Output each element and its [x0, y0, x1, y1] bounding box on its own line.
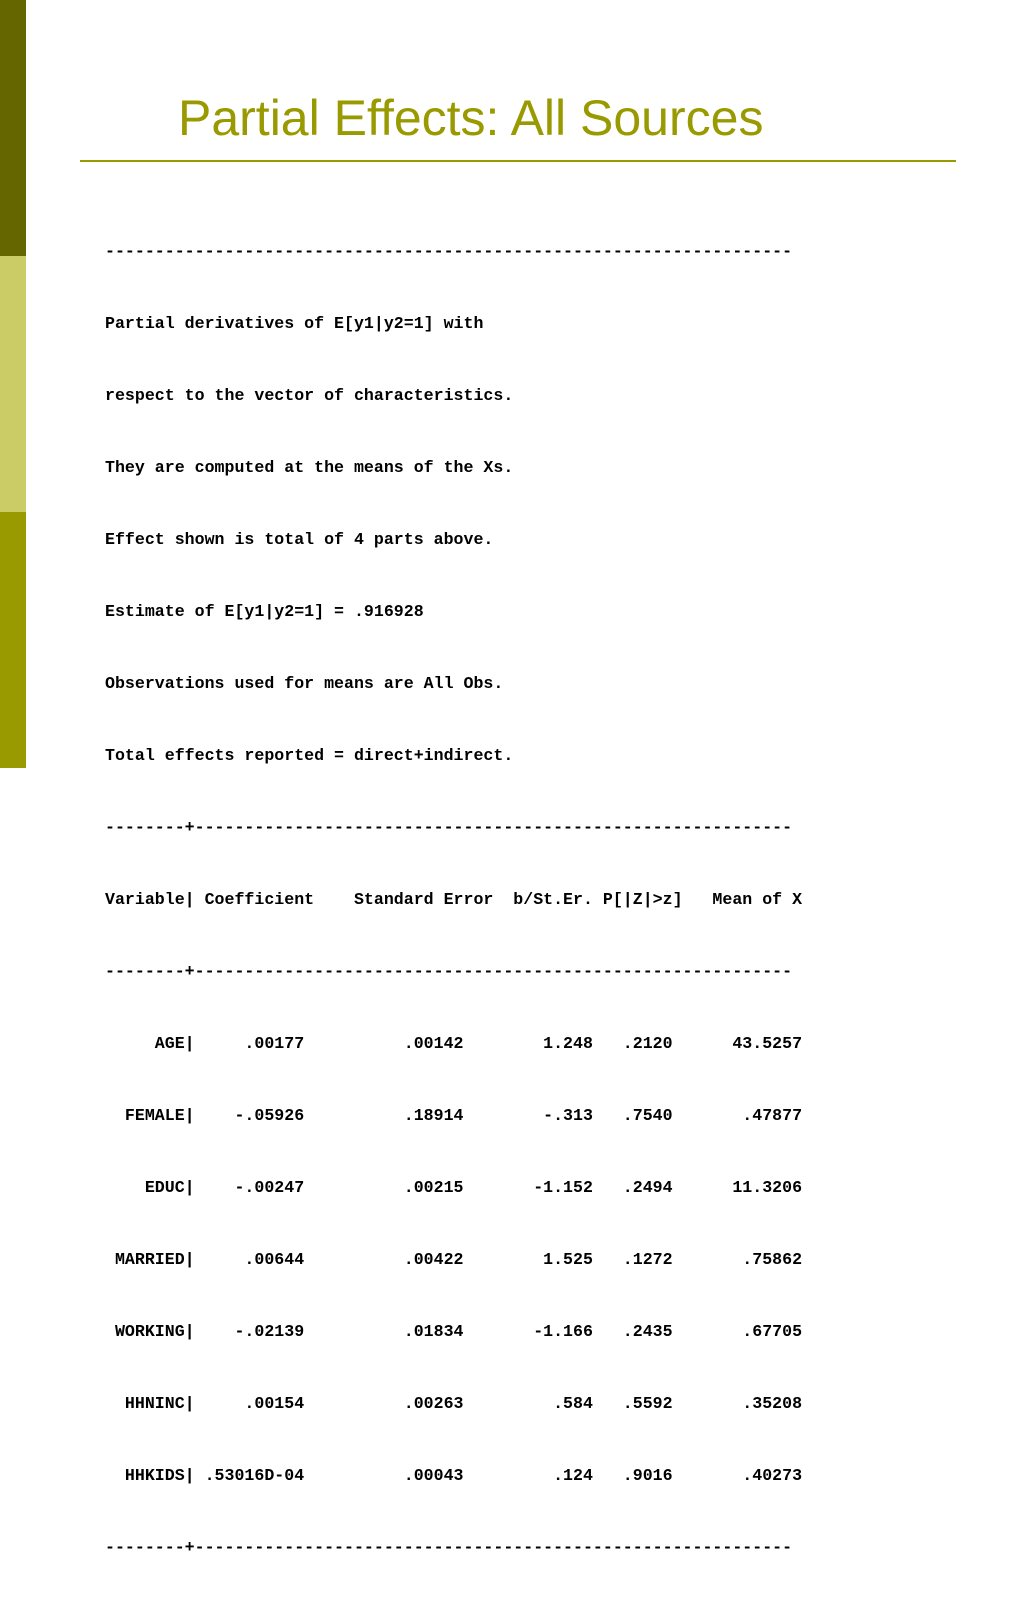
table-row-female: FEMALE| -.05926 .18914 -.313 .7540 .47877 [105, 1106, 803, 1125]
table-row-educ: EDUC| -.00247 .00215 -1.152 .2494 11.3206 [105, 1178, 803, 1197]
regression-output [105, 192, 802, 1608]
decorative-bar-top [0, 0, 26, 256]
table-separator: --------+------------------------------------------------------------ [105, 818, 793, 837]
output-line-description: respect to the vector of characteristics. [105, 386, 514, 405]
output-line-description: Total effects reported = direct+indirect. [105, 746, 514, 765]
table-header: Variable| Coefficient Standard Error b/St.Er. P[|Z|>z] Mean of X [105, 890, 803, 909]
output-line-description: Observations used for means are All Obs. [105, 674, 504, 693]
table-row-hhkids: HHKIDS| .53016D-04 .00043 .124 .9016 .40273 [105, 1466, 803, 1485]
table-row-hhninc: HHNINC| .00154 .00263 .584 .5592 .35208 [105, 1394, 803, 1413]
table-separator: --------+------------------------------------------------------------ [105, 1538, 793, 1557]
output-line-description: Effect shown is total of 4 parts above. [105, 530, 494, 549]
table-separator: --------+------------------------------------------------------------ [105, 962, 793, 981]
output-line-estimate: Estimate of E[y1|y2=1] = .916928 [105, 602, 424, 621]
output-line-description: They are computed at the means of the Xs. [105, 458, 514, 477]
table-row-working: WORKING| -.02139 .01834 -1.166 .2435 .67705 [105, 1322, 803, 1341]
table-row-age: AGE| .00177 .00142 1.248 .2120 43.5257 [105, 1034, 803, 1053]
output-line-description: Partial derivatives of E[y1|y2=1] with [105, 314, 484, 333]
decorative-bar-bottom [0, 512, 26, 768]
table-row-married: MARRIED| .00644 .00422 1.525 .1272 .75862 [105, 1250, 803, 1269]
decorative-bar-middle [0, 256, 26, 512]
title-divider [80, 160, 956, 162]
slide-title: Partial Effects: All Sources [178, 90, 764, 146]
output-line-separator: --------------------------------------------------------------------- [105, 242, 793, 261]
